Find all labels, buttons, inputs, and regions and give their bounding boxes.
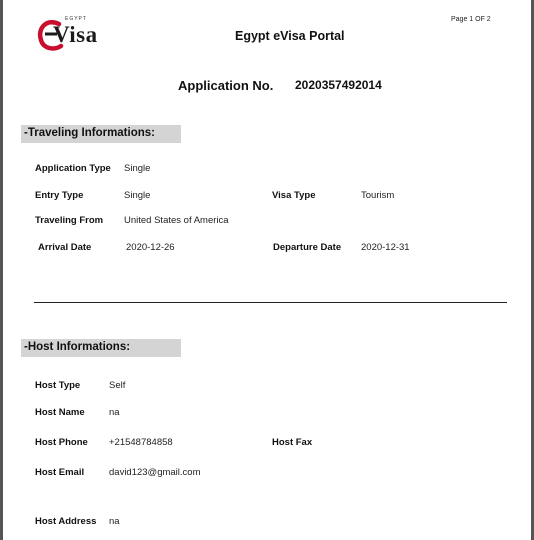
evisa-logo xyxy=(37,16,99,52)
entry-type-label: Entry Type xyxy=(35,190,84,201)
host-phone-label: Host Phone xyxy=(35,437,88,448)
host-type-label: Host Type xyxy=(35,380,81,391)
logo-small-text: EGYPT xyxy=(65,16,87,22)
host-email-value: david123@gmail.com xyxy=(109,467,201,478)
host-type-value: Self xyxy=(109,380,126,391)
host-name-value: na xyxy=(109,407,120,418)
host-fax-label: Host Fax xyxy=(272,437,313,448)
application-number-value: 2020357492014 xyxy=(295,78,382,92)
arrival-date-value: 2020-12-26 xyxy=(126,242,175,253)
departure-date-label: Departure Date xyxy=(273,242,342,253)
application-type-label: Application Type xyxy=(35,163,111,174)
host-address-label: Host Address xyxy=(35,516,97,527)
departure-date-value: 2020-12-31 xyxy=(361,242,410,253)
host-address-value: na xyxy=(109,516,120,527)
traveling-section-title: -Traveling Informations: xyxy=(24,127,155,139)
visa-type-label: Visa Type xyxy=(272,190,316,201)
traveling-from-value: United States of America xyxy=(124,215,229,226)
section-divider xyxy=(34,302,507,303)
logo-main-text: Visa xyxy=(53,22,98,47)
entry-type-value: Single xyxy=(124,190,151,201)
application-number-label: Application No. xyxy=(178,78,274,93)
host-section-header xyxy=(21,339,181,357)
page-indicator: Page 1 OF 2 xyxy=(451,16,491,23)
traveling-from-label: Traveling From xyxy=(35,215,104,226)
host-name-label: Host Name xyxy=(35,407,85,418)
traveling-section-header xyxy=(21,125,181,143)
portal-title: Egypt eVisa Portal xyxy=(235,29,345,43)
arrival-date-label: Arrival Date xyxy=(38,242,92,253)
visa-type-value: Tourism xyxy=(361,190,395,201)
host-email-label: Host Email xyxy=(35,467,85,478)
host-section-title: -Host Informations: xyxy=(24,341,131,353)
application-type-value: Single xyxy=(124,163,151,174)
host-phone-value: +21548784858 xyxy=(109,437,173,448)
